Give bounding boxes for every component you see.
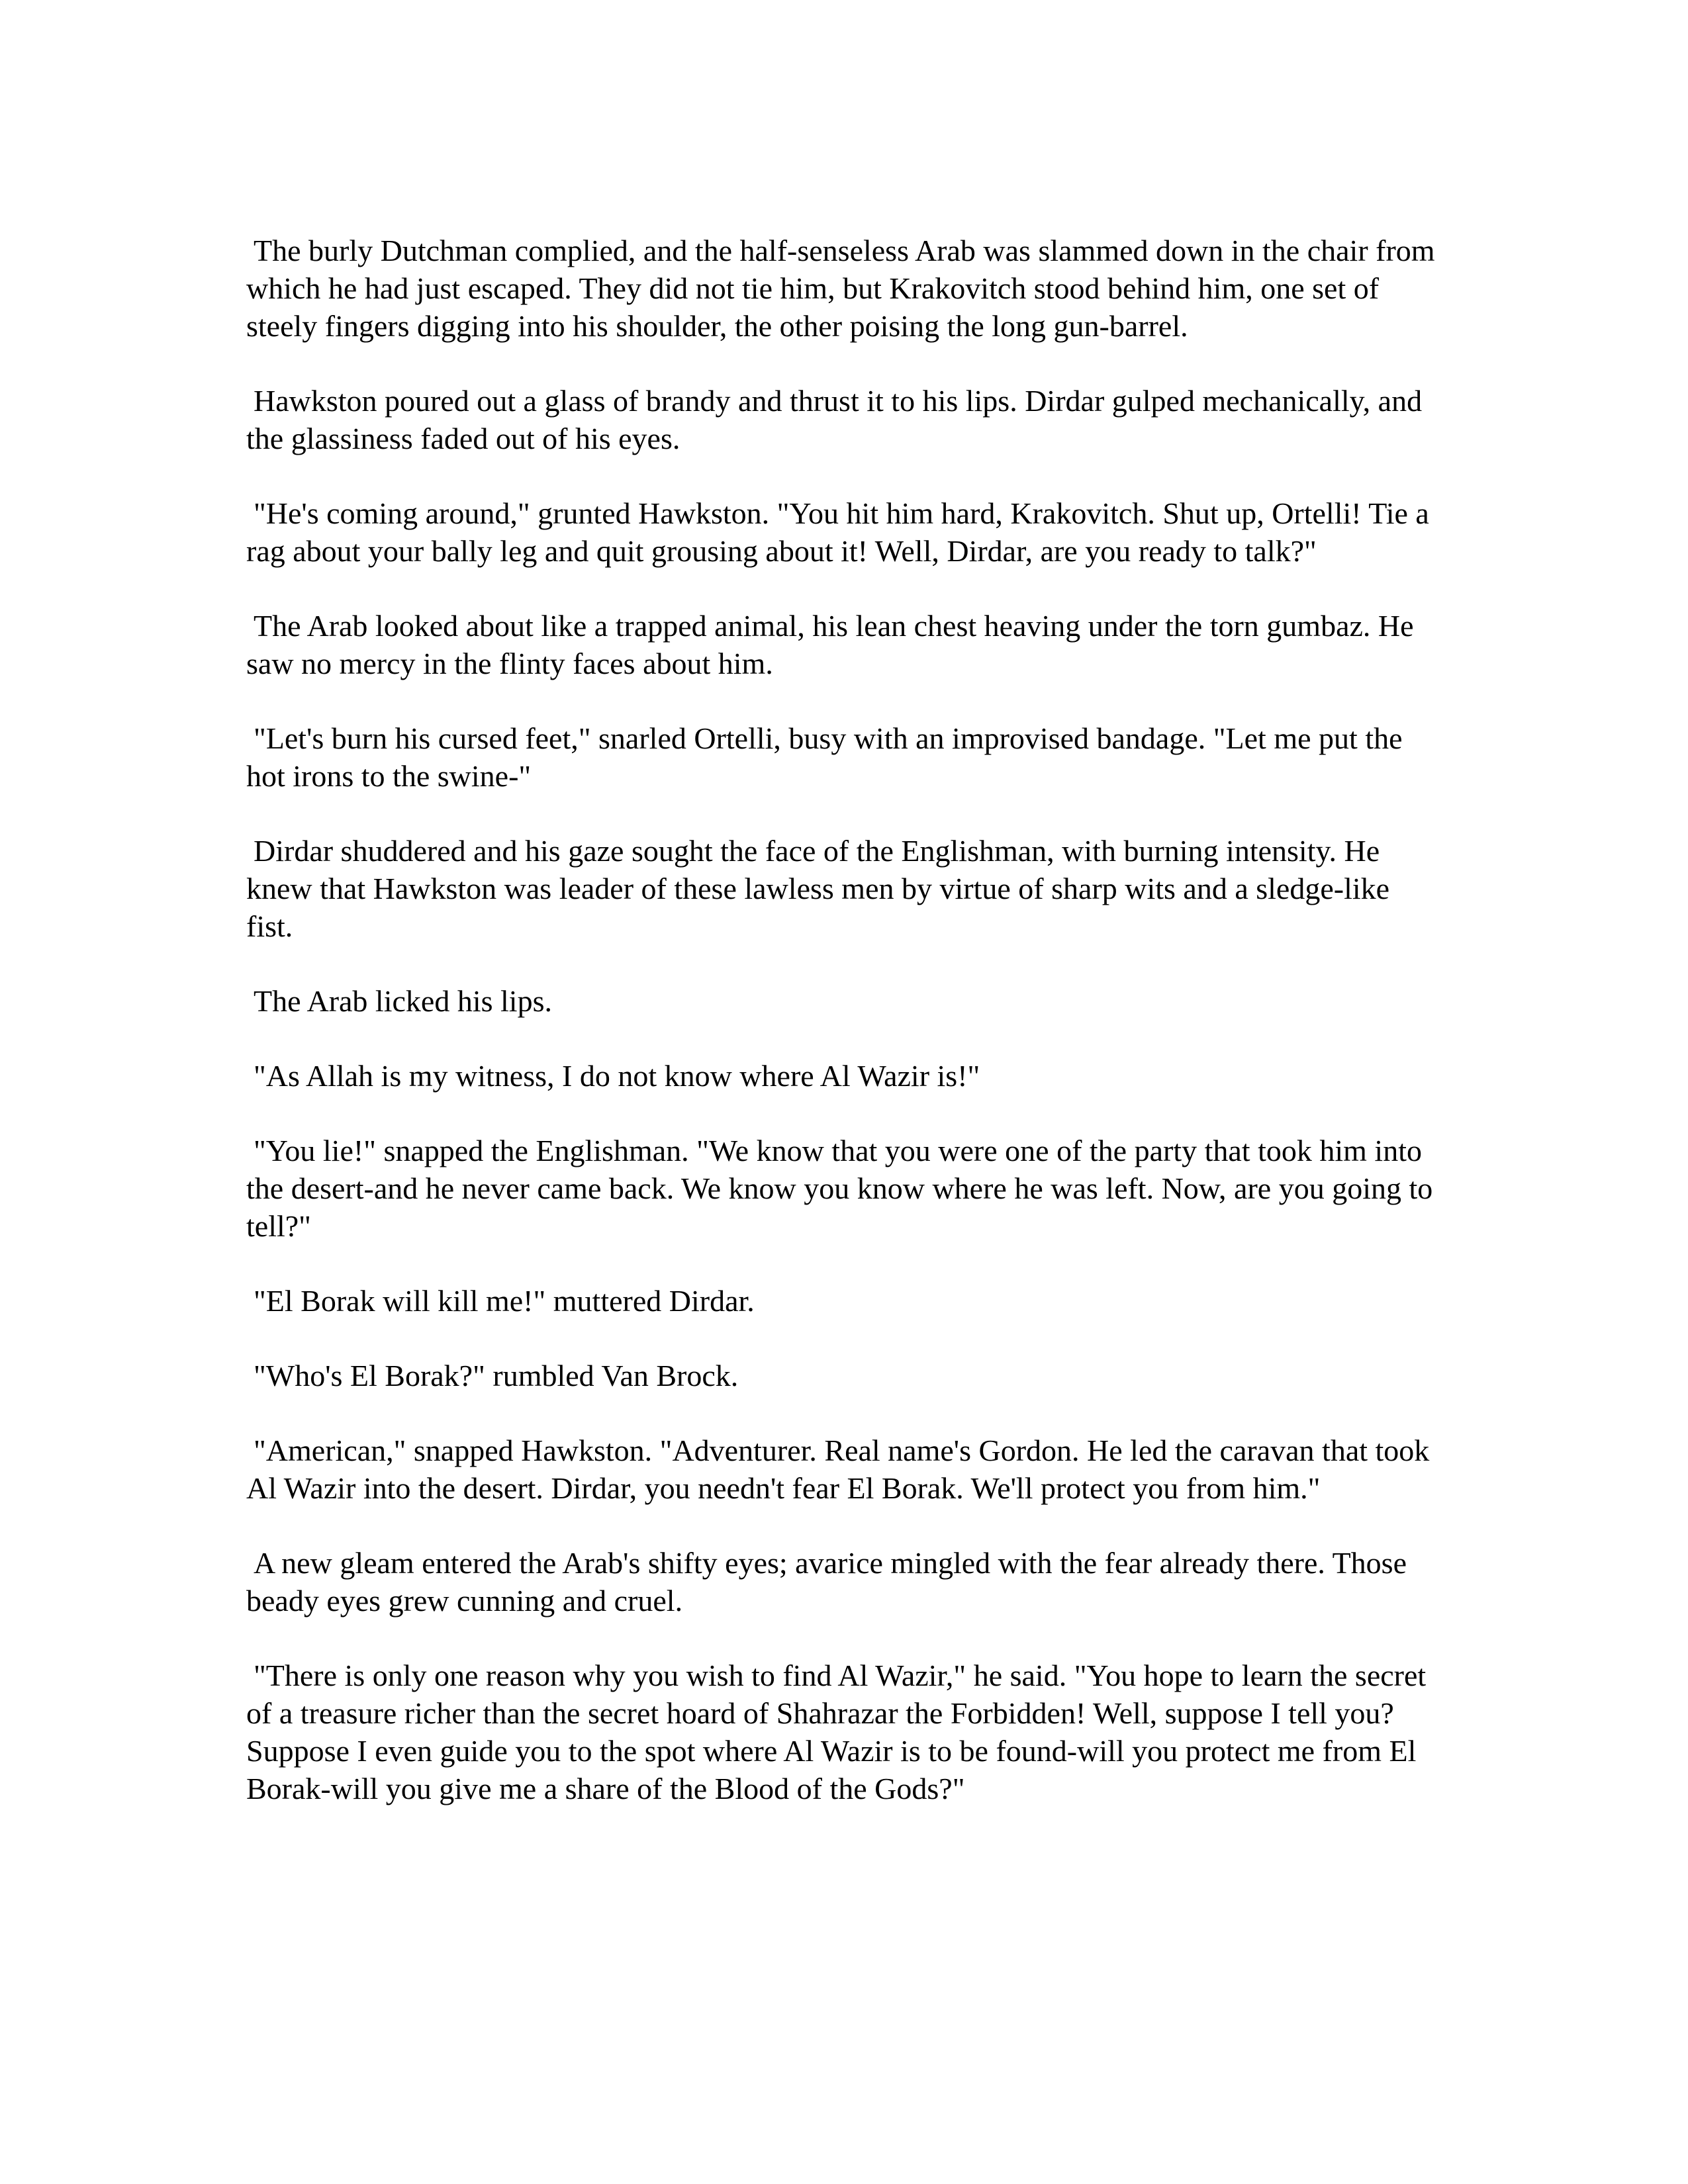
paragraph: "American," snapped Hawkston. "Adventurer. Real name's Gordon. He led the caravan that took Al Wazir into the desert. Dirdar, you needn't fear El Borak. We'll protect you from him." bbox=[246, 1433, 1430, 1505]
paragraph: The burly Dutchman complied, and the half-senseless Arab was slammed down in the chair from which he had just escaped. They did not tie him, but Krakovitch stood behind him, one set of steely fingers digging into his shoulder, the other poising the long gun-barrel. bbox=[246, 234, 1435, 343]
paragraph: "You lie!" snapped the Englishman. "We know that you were one of the party that took him into the desert-and he never came back. We know you know where he was left. Now, are you going to tell?" bbox=[246, 1134, 1433, 1243]
paragraph: "Let's burn his cursed feet," snarled Ortelli, busy with an improvised bandage. "Let me put the hot irons to the swine-" bbox=[246, 721, 1403, 793]
body-text bbox=[246, 232, 1438, 1807]
paragraph: A new gleam entered the Arab's shifty eyes; avarice mingled with the fear already there. Those beady eyes grew cunning and cruel. bbox=[246, 1546, 1407, 1617]
paragraph: "As Allah is my witness, I do not know where Al Wazir is!" bbox=[254, 1059, 980, 1093]
paragraph: The Arab looked about like a trapped animal, his lean chest heaving under the torn gumbaz. He saw no mercy in the flinty faces about him. bbox=[246, 609, 1414, 680]
paragraph: The Arab licked his lips. bbox=[254, 984, 552, 1018]
paragraph: Hawkston poured out a glass of brandy and thrust it to his lips. Dirdar gulped mechanically, and the glassiness faded out of his eyes. bbox=[246, 384, 1423, 455]
paragraph: "There is only one reason why you wish to find Al Wazir," he said. "You hope to learn the secret of a treasure richer than the secret hoard of Shahrazar the Forbidden! Well, suppose I tell you? Suppose I even guide you to the spot where Al Wazir is to be found-will you protect me from El Borak-will you give me a share of the Blood of the Gods?" bbox=[246, 1659, 1427, 1805]
paragraph: Dirdar shuddered and his gaze sought the face of the Englishman, with burning intensity. He knew that Hawkston was leader of these lawless men by virtue of sharp wits and a sledge-like fist. bbox=[246, 834, 1390, 943]
paragraph: "He's coming around," grunted Hawkston. "You hit him hard, Krakovitch. Shut up, Ortelli! Tie a rag about your bally leg and quit grousing about it! Well, Dirdar, are you ready to talk?" bbox=[246, 496, 1429, 568]
paragraph: "El Borak will kill me!" muttered Dirdar. bbox=[254, 1284, 755, 1318]
paragraph: "Who's El Borak?" rumbled Van Brock. bbox=[254, 1359, 739, 1392]
